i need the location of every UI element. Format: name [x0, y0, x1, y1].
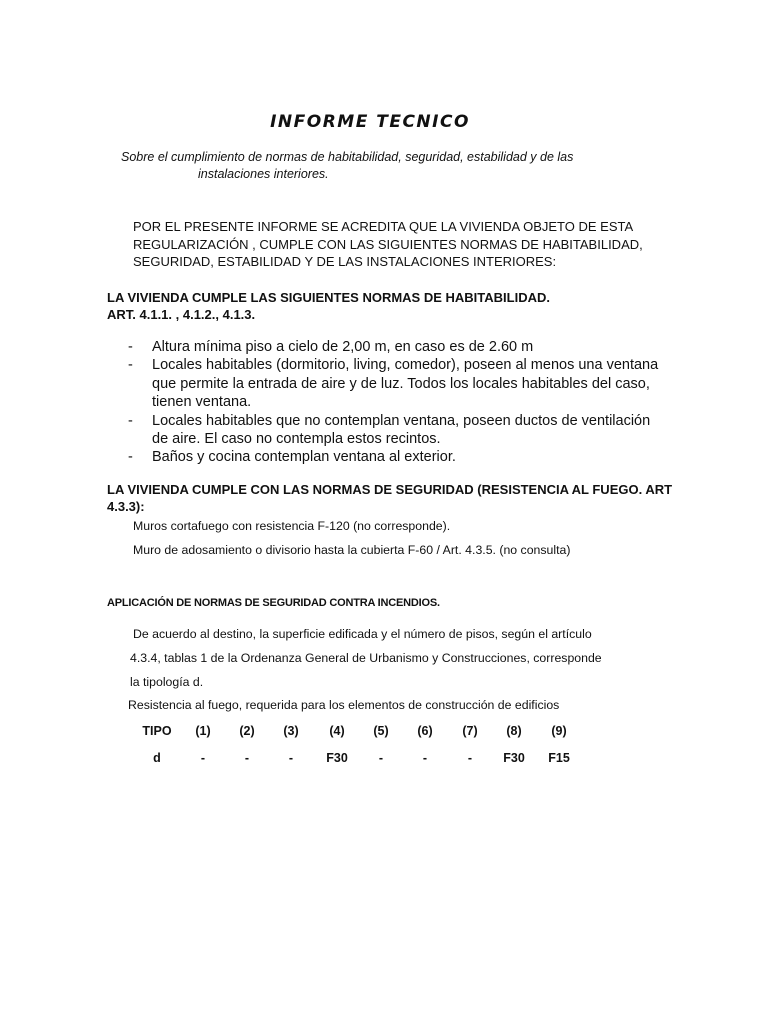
subtitle-line-2: instalaciones interiores.: [198, 167, 329, 181]
document-title: INFORME TECNICO: [270, 112, 470, 132]
habitability-heading-line-1: LA VIVIENDA CUMPLE LAS SIGUIENTES NORMAS DE HABITABILIDAD.: [107, 290, 550, 305]
bullet-text-line: Locales habitables que no contemplan ventana, poseen ductos de ventilación: [152, 412, 651, 429]
intro-line-1: POR EL PRESENTE INFORME SE ACREDITA QUE LA VIVIENDA OBJETO DE ESTA: [133, 219, 634, 234]
fire-table-header-cell: (5): [373, 724, 389, 738]
fire-table-data-cell: -: [200, 751, 206, 765]
habitability-bullet: [128, 448, 658, 466]
fire-paragraph-line-2: 4.3.4, tablas 1 de la Ordenanza General de Urbanismo y Construcciones, corresponde: [130, 651, 602, 665]
fire-safety-heading: APLICACIÓN DE NORMAS DE SEGURIDAD CONTRA INCENDIOS.: [107, 597, 440, 609]
bullet-text-line: de aire. El caso no contempla estos recintos.: [152, 431, 441, 448]
fire-table-data-cell: F30: [503, 751, 525, 765]
fire-table-data-cell: -: [422, 751, 428, 765]
fire-table-data-cell: -: [244, 751, 250, 765]
fire-table-header-cell: (4): [329, 724, 345, 738]
fire-paragraph-line-3: la tipología d.: [130, 675, 204, 689]
safety-item-party-wall: Muro de adosamiento o divisorio hasta la cubierta F-60 / Art. 4.3.5. (no consulta): [133, 543, 571, 557]
fire-resistance-line: Resistencia al fuego, requerida para los elementos de construcción de edificios: [128, 698, 560, 712]
bullet-dash: -: [128, 449, 133, 466]
fire-table-header-cell: (6): [417, 724, 433, 738]
fire-table-data-cell: d: [153, 751, 161, 765]
fire-paragraph-line-1: De acuerdo al destino, la superficie edificada y el número de pisos, según el artículo: [133, 627, 592, 641]
bullet-dash: -: [128, 339, 133, 355]
intro-line-2: REGULARIZACIÓN , CUMPLE CON LAS SIGUIENTES NORMAS DE HABITABILIDAD,: [133, 236, 643, 252]
fire-table-header-cell: (1): [195, 724, 211, 738]
bullet-dash: -: [128, 357, 133, 374]
fire-table-data-cell: -: [467, 751, 473, 765]
fire-table-data-cell: -: [288, 751, 294, 765]
fire-table-data-cell: F30: [326, 751, 348, 765]
subtitle-line-1: Sobre el cumplimiento de normas de habitabilidad, seguridad, estabilidad y de las: [121, 150, 574, 164]
bullet-text-line: Altura mínima piso a cielo de 2,00 m, en caso es de 2.60 m: [152, 339, 534, 355]
bullet-text-line: Baños y cocina contemplan ventana al exterior.: [152, 449, 456, 466]
safety-heading-line-2: 4.3.3):: [107, 499, 145, 514]
safety-item-firewall: Muros cortafuego con resistencia F-120 (no corresponde).: [133, 519, 451, 533]
habitability-bullet: [128, 356, 658, 411]
fire-table-header-cell: TIPO: [142, 724, 172, 738]
fire-table-header-cell: (3): [283, 724, 299, 738]
safety-heading: [107, 481, 672, 515]
habitability-bullet: [128, 338, 658, 356]
bullet-text-line: que permite la entrada de aire y de luz. Todos los locales habitables del caso,: [152, 375, 650, 392]
fire-table-header-cell: (2): [239, 724, 255, 738]
fire-table-header-cell: (8): [506, 724, 522, 738]
habitability-heading-line-2: ART. 4.1.1. , 4.1.2., 4.1.3.: [107, 307, 256, 322]
fire-table-data-cell: F15: [548, 751, 570, 765]
bullet-text-line: tienen ventana.: [152, 394, 252, 411]
intro-paragraph: [133, 218, 643, 271]
fire-table-data-cell: -: [378, 751, 384, 765]
bullet-text-line: Locales habitables (dormitorio, living, comedor), poseen al menos una ventana: [152, 357, 659, 374]
safety-heading-line-1: LA VIVIENDA CUMPLE CON LAS NORMAS DE SEGURIDAD (RESISTENCIA AL FUEGO. ART: [107, 482, 673, 497]
habitability-bullet-list: [128, 338, 658, 467]
habitability-bullet: [128, 412, 658, 449]
fire-table-header-cell: (7): [462, 724, 478, 738]
bullet-dash: -: [128, 412, 133, 429]
habitability-heading: [107, 289, 550, 323]
intro-line-3: SEGURIDAD, ESTABILIDAD Y DE LAS INSTALACIONES INTERIORES:: [133, 254, 557, 269]
fire-table-header-cell: (9): [551, 724, 567, 738]
